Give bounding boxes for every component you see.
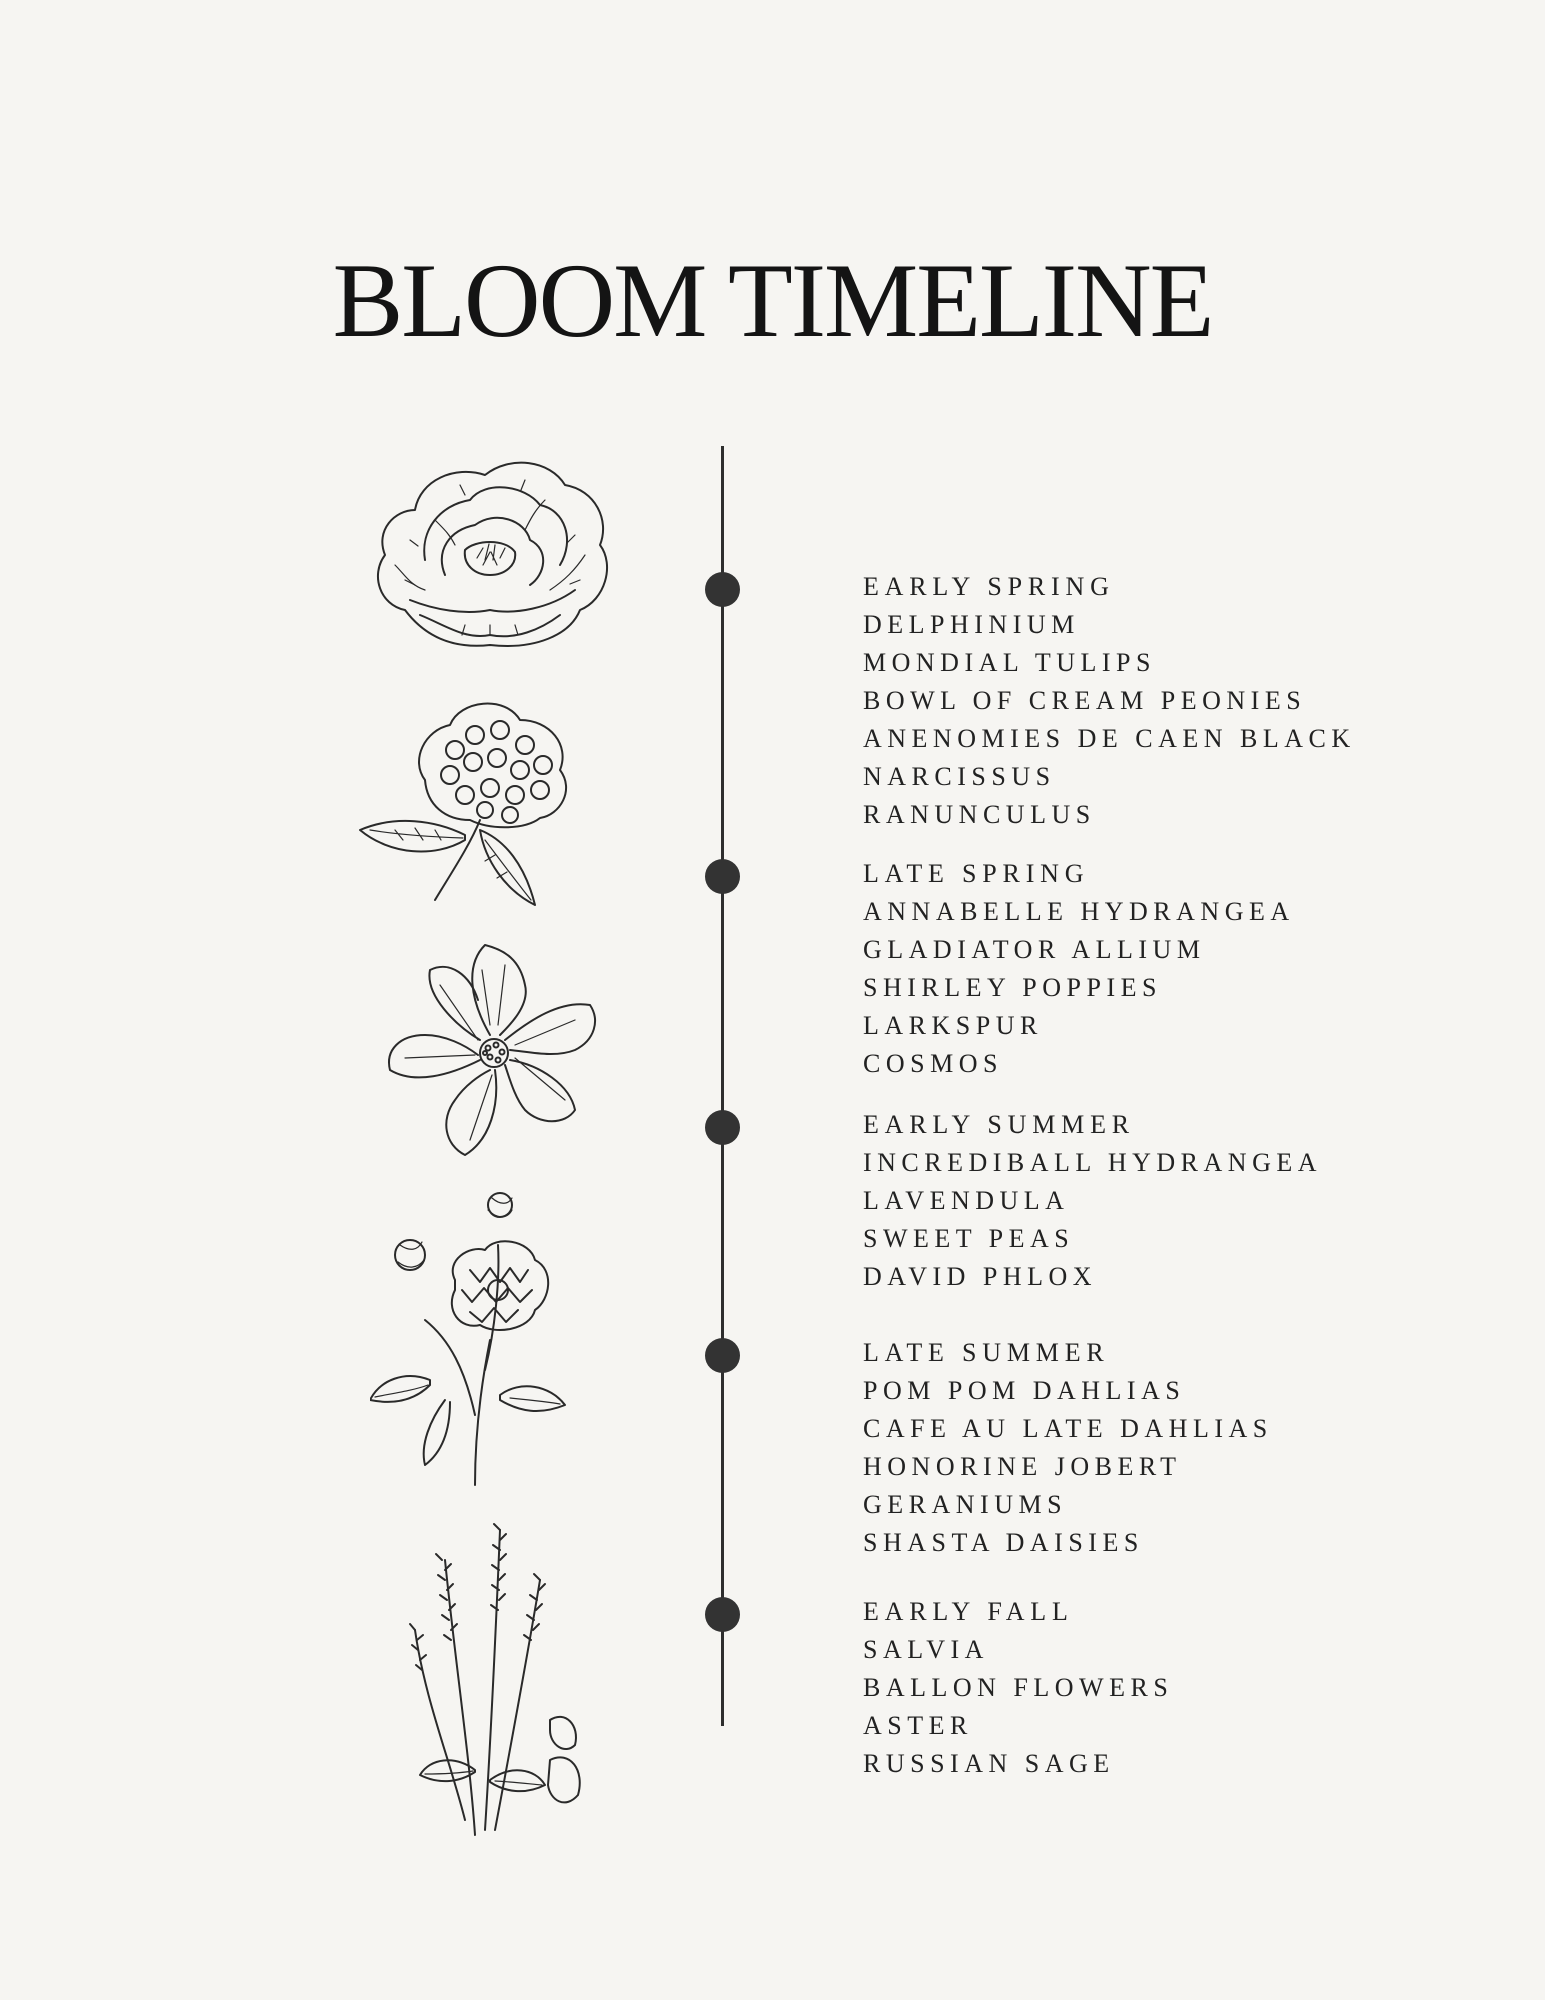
timeline-line — [721, 446, 724, 1726]
season-block-early-spring — [863, 568, 1356, 834]
flower-name: ANNABELLE HYDRANGEA — [863, 897, 1295, 926]
flower-name: HONORINE JOBERT — [863, 1452, 1182, 1481]
season-block-early-summer — [863, 1106, 1322, 1296]
flower-name: INCREDIBALL HYDRANGEA — [863, 1148, 1323, 1177]
timeline-dot-early-spring — [705, 572, 740, 607]
flower-name: NARCISSUS — [863, 762, 1056, 791]
season-heading: LATE SUMMER — [863, 1338, 1110, 1367]
flower-name: POM POM DAHLIAS — [863, 1376, 1186, 1405]
flower-name: COSMOS — [863, 1049, 1003, 1078]
flower-name: BOWL OF CREAM PEONIES — [863, 686, 1307, 715]
cosmos-illustration — [370, 940, 615, 1165]
season-heading: EARLY SPRING — [863, 572, 1115, 601]
season-heading: EARLY FALL — [863, 1597, 1074, 1626]
peony-illustration — [365, 440, 615, 665]
timeline-dot-late-spring — [705, 859, 740, 894]
flower-name: GERANIUMS — [863, 1490, 1068, 1519]
flower-name: LAVENDULA — [863, 1186, 1070, 1215]
flower-name: RUSSIAN SAGE — [863, 1749, 1115, 1778]
hydrangea-illustration — [355, 690, 595, 915]
season-heading: LATE SPRING — [863, 859, 1090, 888]
flower-name: MONDIAL TULIPS — [863, 648, 1156, 677]
flower-name: LARKSPUR — [863, 1011, 1043, 1040]
timeline-dot-early-fall — [705, 1597, 740, 1632]
flower-name: CAFE AU LATE DAHLIAS — [863, 1414, 1273, 1443]
flower-name: BALLON FLOWERS — [863, 1673, 1174, 1702]
flower-name: ANENOMIES DE CAEN BLACK — [863, 724, 1356, 753]
timeline-dot-late-summer — [705, 1338, 740, 1373]
dahlia-illustration — [370, 1190, 570, 1490]
salvia-illustration — [400, 1500, 590, 1840]
flower-name: SALVIA — [863, 1635, 989, 1664]
timeline-dot-early-summer — [705, 1110, 740, 1145]
flower-name: GLADIATOR ALLIUM — [863, 935, 1206, 964]
flower-name: RANUNCULUS — [863, 800, 1096, 829]
flower-name: ASTER — [863, 1711, 973, 1740]
season-heading: EARLY SUMMER — [863, 1110, 1135, 1139]
flower-name: SWEET PEAS — [863, 1224, 1075, 1253]
season-block-early-fall — [863, 1593, 1173, 1783]
flower-name: DELPHINIUM — [863, 610, 1080, 639]
season-block-late-spring — [863, 855, 1295, 1083]
season-block-late-summer — [863, 1334, 1273, 1562]
flower-name: DAVID PHLOX — [863, 1262, 1098, 1291]
flower-name: SHIRLEY POPPIES — [863, 973, 1162, 1002]
flower-name: SHASTA DAISIES — [863, 1528, 1144, 1557]
page-title: BLOOM TIMELINE — [332, 242, 1213, 359]
